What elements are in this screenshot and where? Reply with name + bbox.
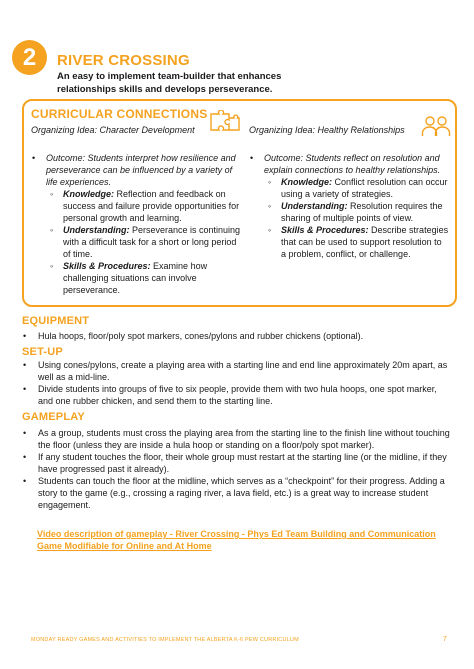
list-item: • Divide students into groups of five to six people, provide them with two hula hoops, one spot marker, and one rubber chicken, and send them to the starting line. — [22, 383, 452, 407]
outcome-label: Outcome: — [264, 153, 304, 163]
video-description-link[interactable]: Video description of gameplay - River Crossing - Phys Ed Team Building and Communication Game Modifiable for Online and At Home — [37, 529, 436, 551]
understanding-item — [31, 224, 241, 260]
people-icon — [421, 115, 451, 137]
outcome-item — [31, 152, 241, 188]
outcome-text: Students interpret how resilience and perseverance can be influenced by a variety of life experiences. — [46, 153, 236, 187]
outcome-label: Outcome: — [46, 153, 86, 163]
setup-list — [22, 359, 452, 407]
equipment-list — [22, 330, 452, 342]
skills-text: Describe strategies that can be used to support resolution to a problem, conflict, or challenge. — [281, 225, 449, 259]
skills-label: Skills & Procedures: — [281, 225, 369, 235]
activity-number-badge: 2 — [12, 40, 47, 75]
footer-text: MONDAY READY GAMES AND ACTIVITIES TO IMPLEMENT THE ALBERTA K-6 PEW CURRICULUM — [31, 637, 299, 643]
activity-subtitle: An easy to implement team-builder that enhances relationships skills and develops perseverance. — [57, 71, 282, 95]
equipment-heading: EQUIPMENT — [22, 315, 90, 327]
outcome-text: Students reflect on resolution and explain connections to healthy relationships. — [264, 153, 441, 175]
skills-item — [249, 224, 449, 260]
page-number: 7 — [443, 636, 447, 643]
understanding-item — [249, 200, 449, 224]
knowledge-item — [31, 188, 241, 224]
knowledge-text: Conflict resolution can occur using a variety of strategies. — [281, 177, 448, 199]
list-item: • If any student touches the floor, their whole group must restart at the starting line (or the midline, if they have progressed past it already). — [22, 451, 452, 475]
organizing-idea-left: Organizing Idea: Character Development — [31, 125, 195, 135]
knowledge-text: Reflection and feedback on success and failure provide opportunities for personal growth and learning. — [63, 189, 240, 223]
setup-heading: SET-UP — [22, 346, 63, 358]
skills-text: Examine how challenging situations can involve perseverance. — [63, 261, 208, 295]
activity-title: RIVER CROSSING — [57, 52, 190, 69]
understanding-text: Resolution requires the sharing of multiple points of view. — [281, 201, 443, 223]
knowledge-item — [249, 176, 449, 200]
curricular-right-column — [249, 152, 449, 260]
knowledge-label: Knowledge: — [63, 189, 114, 199]
organizing-idea-right: Organizing Idea: Healthy Relationships — [249, 125, 405, 135]
list-item: • As a group, students must cross the playing area from the starting line to the finish line without touching the floor (unless they are inside a hula hoop or standing on a floor/poly spot marker). — [22, 427, 452, 451]
list-item: • Hula hoops, floor/poly spot markers, cones/pylons and rubber chickens (optional). — [22, 330, 452, 342]
understanding-text: Perseverance is continuing with a difficult task for a short or long period of time. — [63, 225, 241, 259]
skills-label: Skills & Procedures: — [63, 261, 151, 271]
knowledge-label: Knowledge: — [281, 177, 332, 187]
puzzle-pieces-icon — [208, 110, 240, 136]
curricular-connections-heading: CURRICULAR CONNECTIONS — [31, 107, 208, 121]
list-item: • Using cones/pylons, create a playing area with a starting line and end line approximately 20m apart, as well as a mid-line. — [22, 359, 452, 383]
gameplay-list — [22, 427, 452, 511]
skills-item — [31, 260, 241, 296]
curricular-left-column — [31, 152, 241, 296]
outcome-item — [249, 152, 449, 176]
understanding-label: Understanding: — [281, 201, 348, 211]
gameplay-heading: GAMEPLAY — [22, 411, 85, 423]
understanding-label: Understanding: — [63, 225, 130, 235]
list-item: • Students can touch the floor at the midline, which serves as a “checkpoint” for their progress. Adding a story to the game (e.g., crossing a raging river, a lava field, etc.) is a great way to increase student engagement. — [22, 475, 452, 511]
